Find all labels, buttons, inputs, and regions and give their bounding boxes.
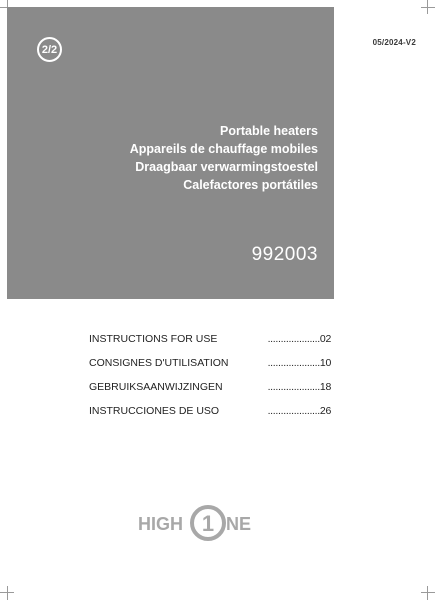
logo-digit: 1 <box>201 511 215 536</box>
crop-mark-bottom-right-h <box>421 592 435 593</box>
toc-row-es[interactable] <box>89 405 331 429</box>
model-number: 992003 <box>251 244 318 265</box>
toc-row-fr[interactable] <box>89 357 331 381</box>
logo-one-icon <box>192 507 224 539</box>
brand-logo <box>138 503 298 543</box>
title-nl: Draagbaar verwarmingstoestel <box>135 160 318 174</box>
title-es: Calefactores portátiles <box>183 178 318 192</box>
table-of-contents <box>89 333 331 429</box>
toc-row-en[interactable] <box>89 333 331 357</box>
toc-page: ....................18 <box>267 381 331 393</box>
title-fr: Appareils de chauffage mobiles <box>129 142 318 156</box>
crop-mark-bottom-left-h <box>0 592 14 593</box>
page-badge: 2/2 <box>37 37 62 62</box>
toc-label: INSTRUCCIONES DE USO <box>89 405 220 417</box>
version-label: 05/2024-V2 <box>372 38 416 47</box>
toc-label: GEBRUIKSAANWIJZINGEN <box>89 381 223 393</box>
crop-mark-bottom-left-v <box>7 586 8 600</box>
crop-mark-bottom-right-v <box>427 586 428 600</box>
toc-row-nl[interactable] <box>89 381 331 405</box>
toc-label: INSTRUCTIONS FOR USE <box>89 333 218 345</box>
title-en: Portable heaters <box>220 124 318 138</box>
product-titles <box>130 122 318 194</box>
crop-mark-top-right-h <box>421 7 435 8</box>
toc-label: CONSIGNES D'UTILISATION <box>89 357 229 369</box>
logo-text-left: HIGH <box>138 514 183 534</box>
toc-page: ....................02 <box>267 333 331 345</box>
toc-page: ....................10 <box>267 357 331 369</box>
toc-page: ....................26 <box>267 405 331 417</box>
logo-text-right: NE <box>226 514 252 534</box>
